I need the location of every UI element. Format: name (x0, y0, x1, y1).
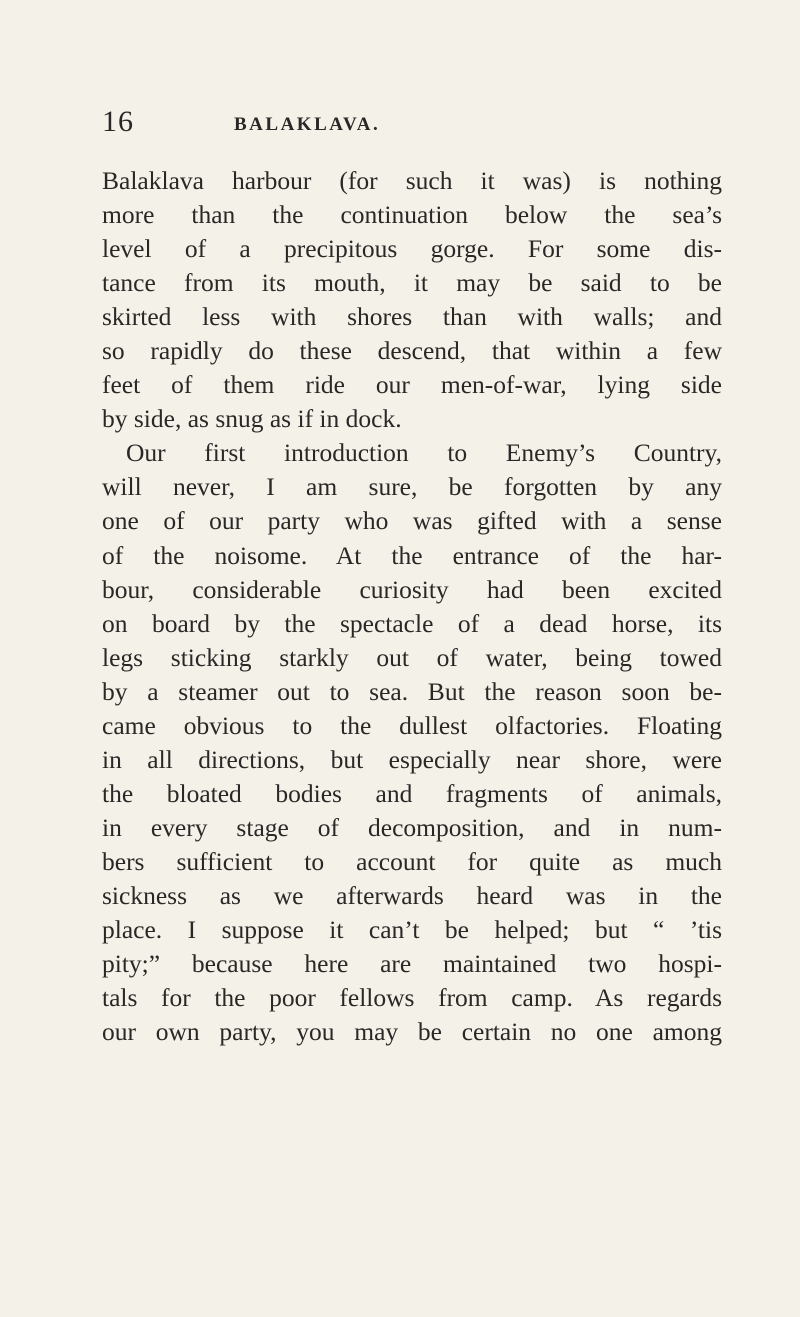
text-line: legs sticking starkly out of water, being towed (102, 642, 722, 672)
page-number: 16 (102, 105, 134, 138)
body-text (102, 164, 722, 1049)
text-line: level of a precipitous gorge. For some dis- (102, 234, 722, 264)
text-line: place. I suppose it can’t be helped; but “ ’tis (102, 915, 722, 945)
text-line: more than the continuation below the sea’s (102, 200, 722, 230)
text-line: bers sufficient to account for quite as much (102, 846, 722, 876)
running-head (102, 104, 722, 144)
text-line: will never, I am sure, be forgotten by any (102, 472, 722, 502)
text-line: in every stage of decomposition, and in num- (102, 812, 722, 842)
text-line: bour, considerable curiosity had been excited (102, 574, 722, 604)
text-line: tance from its mouth, it may be said to be (102, 268, 722, 298)
text-line: tals for the poor fellows from camp. As regards (102, 983, 722, 1013)
text-line: on board by the spectacle of a dead horse, its (102, 608, 722, 638)
text-line: sickness as we afterwards heard was in the (102, 880, 722, 910)
text-line: Our first introduction to Enemy’s Country, (126, 438, 722, 468)
text-line: pity;” because here are maintained two hospi- (102, 949, 722, 979)
text-line: so rapidly do these descend, that within a few (102, 336, 722, 366)
text-line: came obvious to the dullest olfactories. Floating (102, 710, 722, 740)
text-line: one of our party who was gifted with a sense (102, 506, 722, 536)
text-line: Balaklava harbour (for such it was) is nothing (102, 166, 722, 195)
text-line: skirted less with shores than with walls; and (102, 302, 722, 332)
text-line: the bloated bodies and fragments of animals, (102, 778, 722, 808)
running-title: BALAKLAVA. (234, 114, 381, 135)
text-line: by side, as snug as if in dock. (102, 404, 402, 434)
text-line: by a steamer out to sea. But the reason soon be- (102, 676, 722, 706)
text-line: our own party, you may be certain no one among (102, 1017, 722, 1047)
text-line: of the noisome. At the entrance of the har- (102, 540, 722, 570)
text-line: in all directions, but especially near shore, were (102, 744, 722, 774)
text-line: feet of them ride our men-of-war, lying side (102, 370, 722, 400)
